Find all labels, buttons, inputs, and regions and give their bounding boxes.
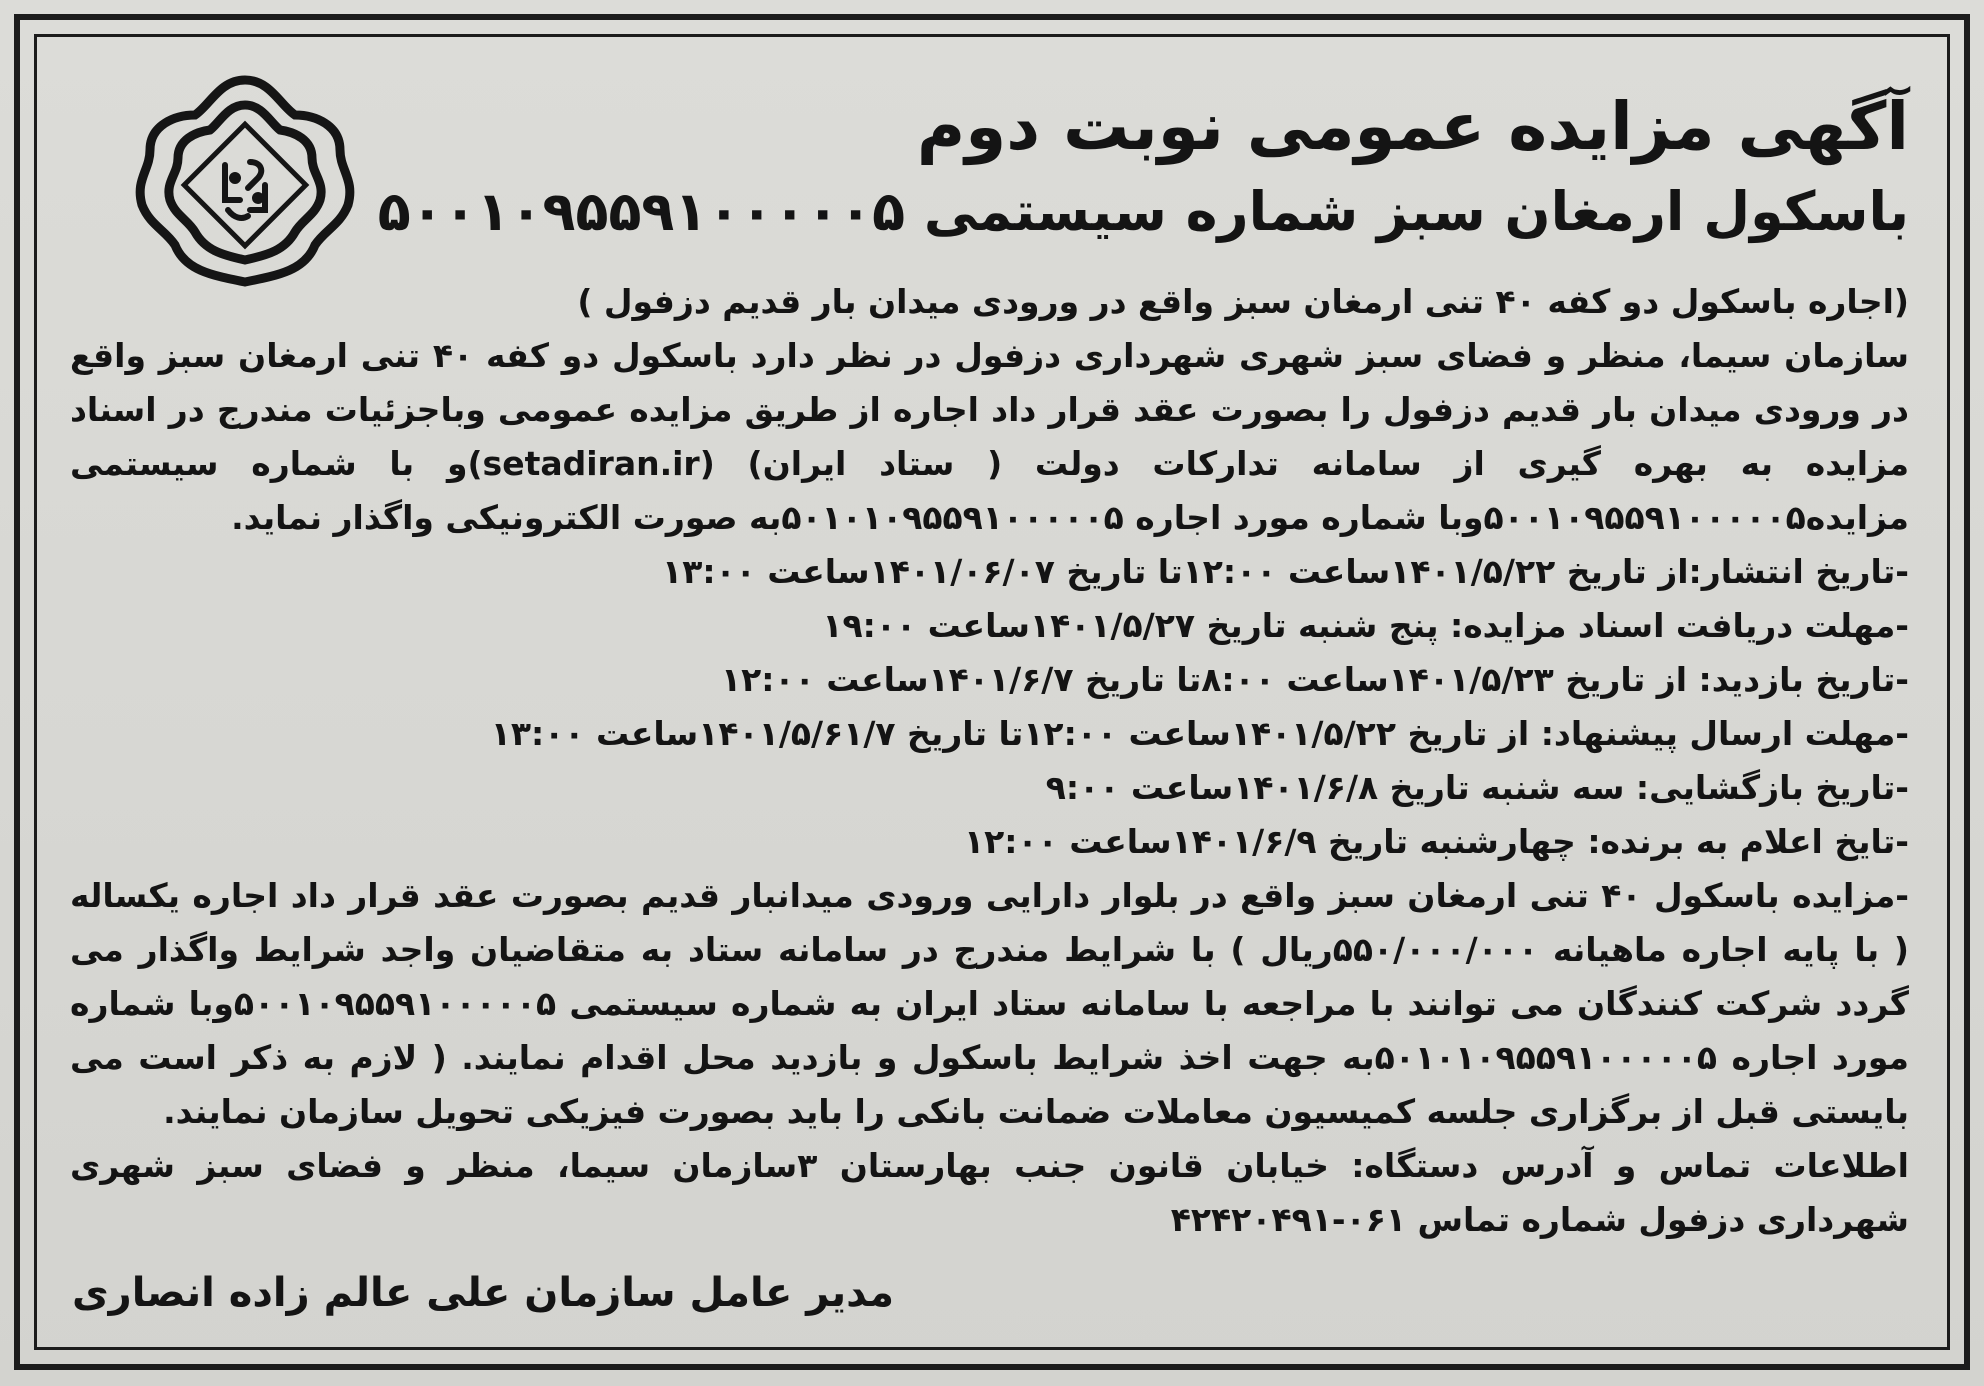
intro-line: (اجاره باسکول دو کفه ۴۰ تنی ارمغان سبز واقع در ورودی میدان بار قدیم دزفول ) (577, 282, 1909, 321)
auction-terms-paragraph: -مزایده باسکول ۴۰ تنی ارمغان سبز واقع در بلوار دارایی ورودی میدانبار قدیم بصورت عقد قرار داد اجاره یکساله ( با پایه اجاره ماهیانه ۵۵۰/۰۰۰/۰۰۰ریال ) با شرایط مندرج در سامانه ستاد به متقاضیان واجد شرایط واگذار می گردد شرکت کنندگان می توانند با مراجعه با سامانه ستاد ایران به شماره سیستمی ۵۰۰۱۰۹۵۵۹۱۰۰۰۰۰۵وبا شماره مورد اجاره ۵۰۱۰۱۰۹۵۵۹۱۰۰۰۰۰۵به جهت اخذ شرایط باسکول و بازدید محل اقدام نمایند. ( لازم به ذکر است می بایستی قبل از برگزاری جلسه کمیسیون معاملات ضمانت بانکی را باید بصورت فیزیکی تحویل سازمان نمایند. (70, 876, 1910, 1131)
date-document-deadline: -مهلت دریافت اسناد مزایده: پنج شنبه تاریخ ۱۴۰۱/۵/۲۷ساعت ۱۹:۰۰ (822, 606, 1909, 645)
date-opening: -تاریخ بازگشایی: سه شنبه تاریخ ۱۴۰۱/۶/۸ساعت ۹:۰۰ (1045, 768, 1909, 807)
date-publish: -تاریخ انتشار:از تاریخ ۱۴۰۱/۵/۲۲ساعت ۱۲:۰۰تا تاریخ ۱۴۰۱/۰۶/۰۷ساعت ۱۳:۰۰ (662, 552, 1909, 591)
ad-subtitle: باسکول ارمغان سبز شماره سیستمی ۵۰۰۱۰۹۵۵۹۱۰۰۰۰۰۵ (377, 180, 1909, 243)
signature-line: مدیر عامل سازمان علی عالم زاده انصاری (72, 1270, 895, 1316)
ad-title: آگهی مزایده عمومی نوبت دوم (916, 88, 1909, 165)
date-bid-submission: -مهلت ارسال پیشنهاد: از تاریخ ۱۴۰۱/۵/۲۲ساعت ۱۲:۰۰تا تاریخ ۱۴۰۱/۵/۶۱/۷ساعت ۱۳:۰۰ (490, 714, 1909, 753)
municipality-logo-icon (130, 70, 360, 290)
date-visit: -تاریخ بازدید: از تاریخ ۱۴۰۱/۵/۲۳ساعت ۸:۰۰تا تاریخ ۱۴۰۱/۶/۷ساعت ۱۲:۰۰ (720, 660, 1909, 699)
ad-body (70, 275, 1909, 1247)
date-winner-announcement: -تایخ اعلام به برنده: چهارشنبه تاریخ ۱۴۰۱/۶/۹ساعت ۱۲:۰۰ (964, 822, 1909, 861)
contact-info: اطلاعات تماس و آدرس دستگاه: خیابان قانون جنب بهارستان ۳سازمان سیما، منظر و فضای سبز شهری شهرداری دزفول شماره تماس ۰۶۱-۴۲۴۲۰۴۹۱ (70, 1146, 1909, 1239)
description-paragraph: سازمان سیما، منظر و فضای سبز شهری شهرداری دزفول در نظر دارد باسکول دو کفه ۴۰ تنی ارمغان سبز واقع در ورودی میدان بار قدیم دزفول را بصورت عقد قرار داد اجاره از طریق مزایده عمومی وباجزئیات مندرج در اسناد مزایده به بهره گیری از سامانه تدارکات دولت ( ستاد ایران) (setadiran.ir)و با شماره سیستمی مزایده۵۰۰۱۰۹۵۵۹۱۰۰۰۰۰۵وبا شماره مورد اجاره ۵۰۱۰۱۰۹۵۵۹۱۰۰۰۰۰۵به صورت الکترونیکی واگذار نماید. (70, 336, 1909, 537)
